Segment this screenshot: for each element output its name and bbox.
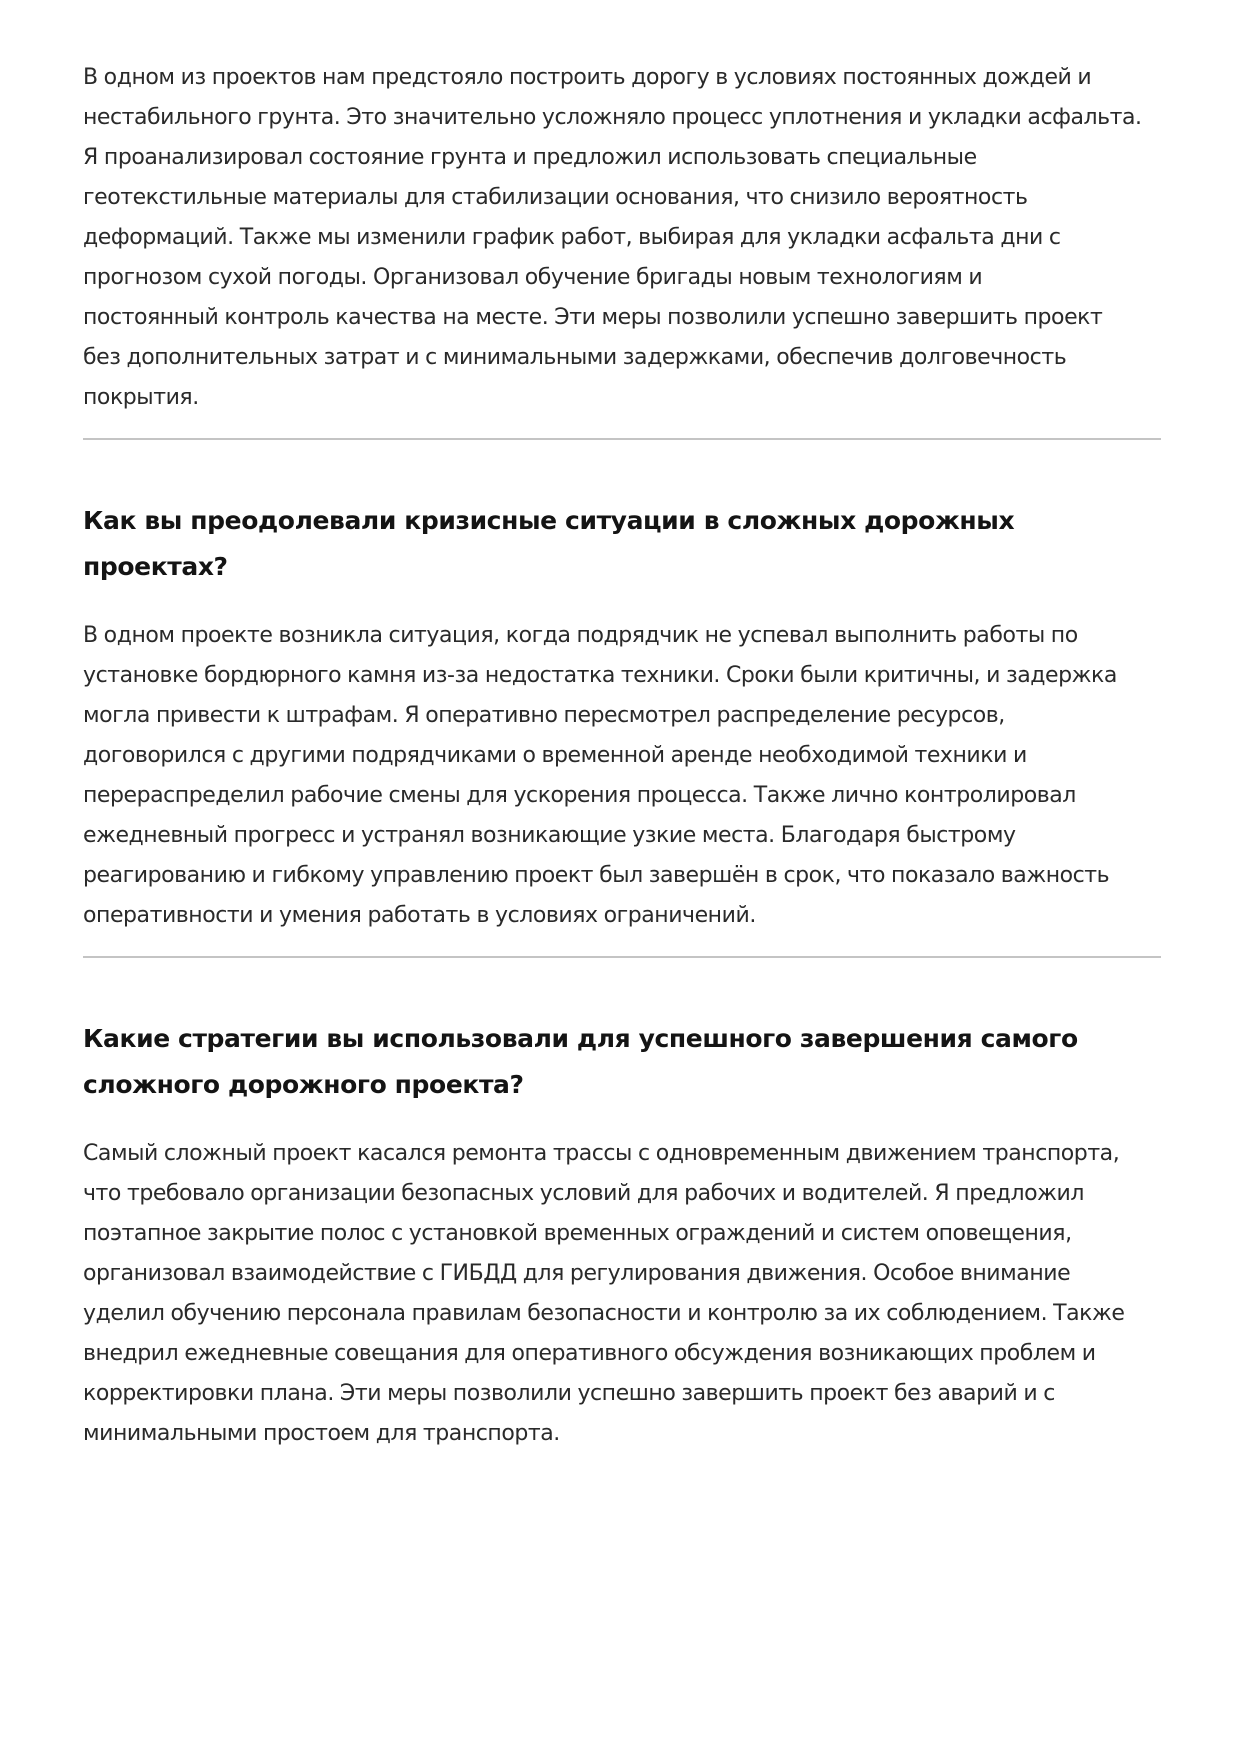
text-line: внедрил ежедневные совещания для оперативного обсуждения возникающих проблем и bbox=[83, 1341, 1096, 1366]
text-line: реагированию и гибкому управлению проект был завершён в срок, что показало важность bbox=[83, 863, 1110, 888]
text-line: установке бордюрного камня из-за недостатка техники. Сроки были критичны, и задержка bbox=[83, 663, 1117, 688]
text-line: постоянный контроль качества на месте. Эти меры позволили успешно завершить проект bbox=[83, 305, 1103, 330]
text-line: Я проанализировал состояние грунта и предложил использовать специальные bbox=[83, 145, 977, 170]
text-line: поэтапное закрытие полос с установкой временных ограждений и систем оповещения, bbox=[83, 1221, 1072, 1246]
text-line: уделил обучению персонала правилам безопасности и контролю за их соблюдением. Также bbox=[83, 1301, 1125, 1326]
text-line: минимальными простоем для транспорта. bbox=[83, 1421, 560, 1446]
text-line: без дополнительных затрат и с минимальными задержками, обеспечив долговечность bbox=[83, 345, 1067, 370]
text-line: договорился с другими подрядчиками о временной аренде необходимой техники и bbox=[83, 743, 1027, 768]
text-line: что требовало организации безопасных условий для рабочих и водителей. Я предложил bbox=[83, 1181, 1085, 1206]
answer-paragraph-crisis bbox=[83, 616, 1161, 936]
heading-line: Как вы преодолевали кризисные ситуации в сложных дорожных bbox=[83, 506, 1015, 535]
text-line: геотекстильные материалы для стабилизации основания, что снизило вероятность bbox=[83, 185, 1028, 210]
document-page bbox=[83, 58, 1161, 1454]
section-divider bbox=[83, 438, 1161, 440]
text-line: оперативности и умения работать в условиях ограничений. bbox=[83, 903, 756, 928]
heading-line: сложного дорожного проекта? bbox=[83, 1070, 524, 1099]
text-line: Самый сложный проект касался ремонта трассы с одновременным движением транспорта, bbox=[83, 1141, 1120, 1166]
text-line: В одном проекте возникла ситуация, когда подрядчик не успевал выполнить работы по bbox=[83, 623, 1078, 648]
text-line: перераспределил рабочие смены для ускорения процесса. Также лично контролировал bbox=[83, 783, 1076, 808]
text-line: корректировки плана. Эти меры позволили успешно завершить проект без аварий и с bbox=[83, 1381, 1055, 1406]
text-line: могла привести к штрафам. Я оперативно пересмотрел распределение ресурсов, bbox=[83, 703, 1005, 728]
text-line: прогнозом сухой погоды. Организовал обучение бригады новым технологиям и bbox=[83, 265, 983, 290]
text-line: ежедневный прогресс и устранял возникающие узкие места. Благодаря быстрому bbox=[83, 823, 1016, 848]
section-divider bbox=[83, 956, 1161, 958]
text-line: нестабильного грунта. Это значительно усложняло процесс уплотнения и укладки асфальта. bbox=[83, 105, 1142, 130]
answer-paragraph-strategies bbox=[83, 1134, 1161, 1454]
heading-line: Какие стратегии вы использовали для успешного завершения самого bbox=[83, 1024, 1078, 1053]
heading-line: проектах? bbox=[83, 552, 228, 581]
text-line: покрытия. bbox=[83, 385, 199, 410]
text-line: организовал взаимодействие с ГИБДД для регулирования движения. Особое внимание bbox=[83, 1261, 1071, 1286]
question-heading-crisis bbox=[83, 498, 1161, 590]
text-line: деформаций. Также мы изменили график работ, выбирая для укладки асфальта дни с bbox=[83, 225, 1061, 250]
question-heading-strategies bbox=[83, 1016, 1161, 1108]
text-line: В одном из проектов нам предстояло построить дорогу в условиях постоянных дождей и bbox=[83, 65, 1092, 90]
intro-answer-paragraph bbox=[83, 58, 1161, 418]
